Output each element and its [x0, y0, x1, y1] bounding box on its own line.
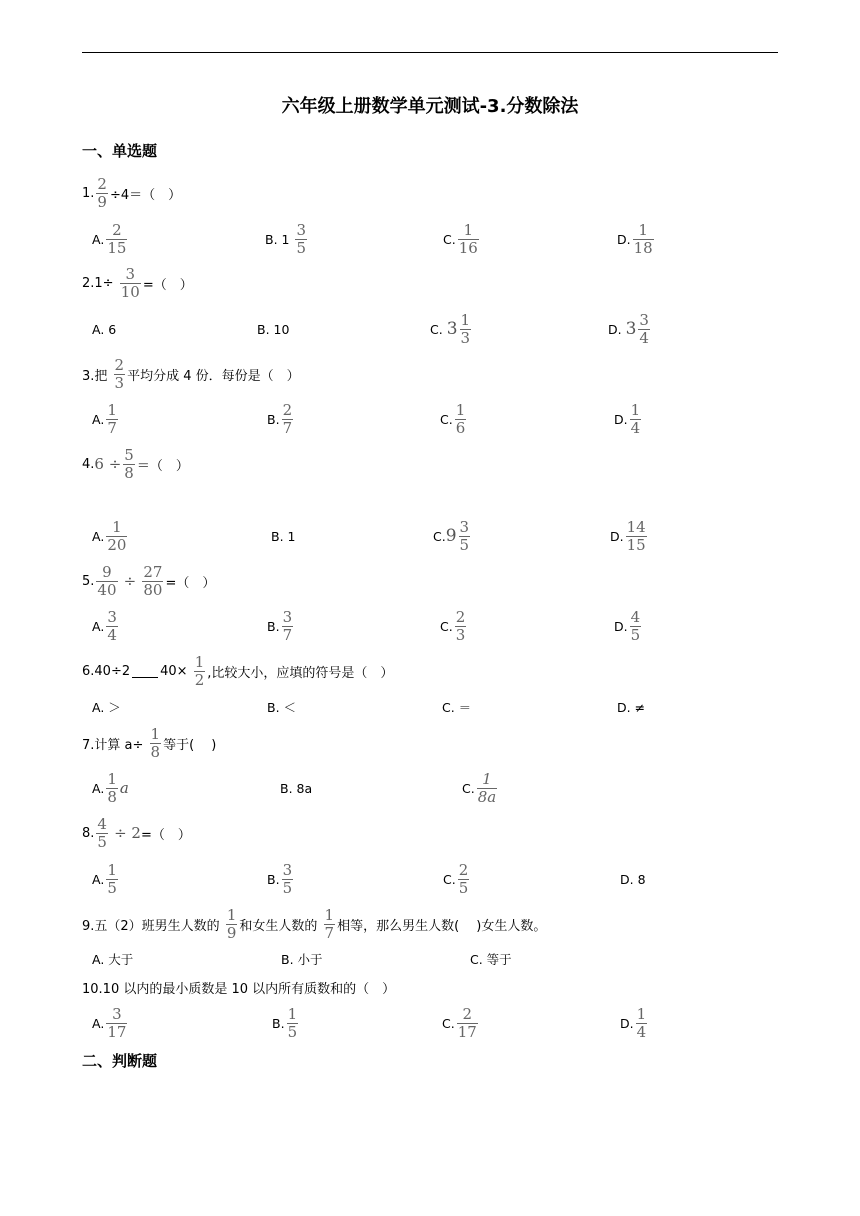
question-10: 10.10 以内的最小质数是 10 以内所有质数和的（ ）	[82, 981, 396, 997]
option-d[interactable]: D. $\frac{1}{4}$	[614, 400, 641, 437]
option-c[interactable]: C. 9 $\frac{3}{5}$	[433, 517, 470, 554]
fraction: $\frac{1}{9}$	[226, 905, 237, 942]
fraction: $\frac{1}{2}$	[194, 652, 205, 689]
option-d[interactable]: D. $\frac{4}{5}$	[614, 607, 641, 644]
option-b[interactable]: B. $\frac{3}{5}$	[267, 860, 293, 897]
question-6: 6.40÷2 40× $\frac{1}{2}$ ,比较大小，应填的符号是（ ）	[82, 652, 394, 689]
option-b[interactable]: B. 1	[271, 528, 296, 544]
fraction: $\frac{27}{80}$	[143, 562, 163, 599]
option-d[interactable]: D. ≠	[617, 699, 646, 715]
fraction: $\frac{3}{10}$	[120, 264, 140, 301]
question-1: 1. $\frac{2}{9}$ ÷4＝（ ）	[82, 174, 182, 211]
fraction: $\frac{1}{8}$	[150, 724, 161, 761]
fraction: $\frac{9}{40}$	[97, 562, 117, 599]
option-d[interactable]: D. $\frac{1}{4}$	[620, 1004, 647, 1041]
option-c[interactable]: C. $\frac{2}{3}$	[440, 607, 466, 644]
option-a[interactable]: A. $\frac{3}{4}$	[92, 607, 117, 644]
option-a[interactable]: A. 6	[92, 321, 117, 337]
option-c[interactable]: C. 3 $\frac{1}{3}$	[430, 310, 471, 347]
option-a[interactable]: A. $\frac{3}{17}$	[92, 1004, 127, 1041]
option-a[interactable]: A. $\frac{1}{8}$ a	[92, 769, 129, 806]
option-a[interactable]: A. $\frac{1}{7}$	[92, 400, 117, 437]
option-b[interactable]: B. 小于	[281, 952, 323, 967]
question-4: 4. 6 ÷ $\frac{5}{8}$ ＝（ ）	[82, 445, 189, 482]
page-title: 六年级上册数学单元测试-3.分数除法	[281, 96, 579, 117]
fraction: $\frac{1}{7}$	[324, 905, 335, 942]
option-d[interactable]: D. 3 $\frac{3}{4}$	[608, 310, 649, 347]
option-c[interactable]: C. ＝	[442, 700, 472, 715]
option-a[interactable]: A. $\frac{1}{20}$	[92, 517, 127, 554]
option-c[interactable]: C. $\frac{2}{17}$	[442, 1004, 477, 1041]
answer-blank[interactable]	[132, 665, 158, 678]
option-d[interactable]: D. 8	[620, 871, 646, 887]
option-c[interactable]: C. $\frac{1}{8a}$	[462, 769, 497, 806]
question-2: 2.1÷ $\frac{3}{10}$ =（ ）	[82, 264, 193, 301]
option-b[interactable]: B. $\frac{3}{7}$	[267, 607, 293, 644]
option-a[interactable]: A. 大于	[92, 952, 134, 967]
question-9: 9.五（2）班男生人数的 $\frac{1}{9}$ 和女生人数的 $\frac{1}{7}$ 相等，那么男生人数( )女生人数。	[82, 905, 547, 942]
fraction: $\frac{4}{5}$	[97, 814, 107, 851]
option-a[interactable]: A. $\frac{2}{15}$	[92, 220, 127, 257]
option-c[interactable]: C. 等于	[470, 952, 512, 967]
option-b[interactable]: B. $\frac{2}{7}$	[267, 400, 293, 437]
header-rule	[82, 52, 778, 53]
option-c[interactable]: C. $\frac{1}{16}$	[443, 220, 478, 257]
option-a[interactable]: A. $\frac{1}{5}$	[92, 860, 117, 897]
option-c[interactable]: C. $\frac{1}{6}$	[440, 400, 466, 437]
question-5: 5. $\frac{9}{40}$ ÷ $\frac{27}{80}$ =（ ）	[82, 562, 216, 599]
option-d[interactable]: D. $\frac{1}{18}$	[617, 220, 653, 257]
option-d[interactable]: D. $\frac{14}{15}$	[610, 517, 646, 554]
option-b[interactable]: B. 1 $\frac{3}{5}$	[265, 220, 307, 257]
section-judgement: 二、判断题	[82, 1052, 158, 1070]
question-8: 8. $\frac{4}{5}$ ÷ 2 =（ ）	[82, 814, 191, 851]
option-b[interactable]: B. ＜	[267, 700, 297, 715]
question-3: 3.把 $\frac{2}{3}$ 平均分成 4 份．每份是（ ）	[82, 355, 300, 392]
option-b[interactable]: B. 8a	[280, 780, 313, 796]
option-b[interactable]: B. 10	[257, 321, 290, 337]
fraction: $\frac{2}{9}$	[97, 174, 107, 211]
option-c[interactable]: C. $\frac{2}{5}$	[443, 860, 469, 897]
question-7: 7.计算 a÷ $\frac{1}{8}$ 等于( )	[82, 724, 217, 761]
section-single-choice: 一、单选题	[82, 142, 158, 160]
option-b[interactable]: B. $\frac{1}{5}$	[272, 1004, 298, 1041]
fraction: $\frac{5}{8}$	[124, 445, 134, 482]
fraction: $\frac{2}{3}$	[114, 355, 125, 392]
option-a[interactable]: A. ＞	[92, 700, 121, 715]
